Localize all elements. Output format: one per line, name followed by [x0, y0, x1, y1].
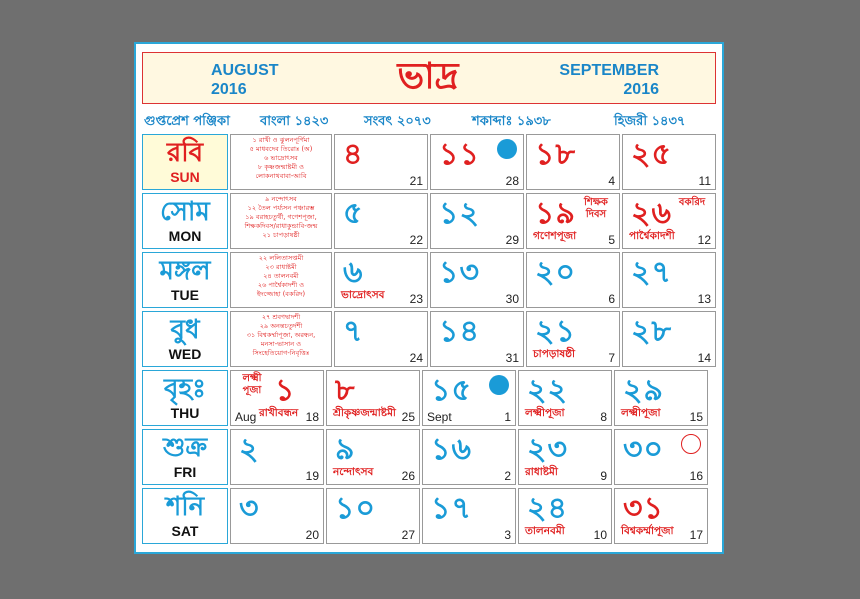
english-date: 8 — [600, 410, 607, 424]
day-name-english: WED — [168, 346, 202, 362]
english-date: 24 — [409, 351, 423, 365]
day-label-thu — [142, 370, 228, 426]
bengali-date: ১৯ — [535, 196, 576, 231]
festival-top-note: শিক্ষক দিবস — [584, 197, 608, 220]
english-date: 25 — [401, 410, 415, 424]
festival-notes — [230, 252, 332, 308]
calendar-header — [142, 52, 716, 104]
date-cell[interactable] — [230, 429, 324, 485]
bengali-date: ২৫ — [631, 137, 672, 172]
date-cell[interactable] — [230, 488, 324, 544]
week-row — [142, 429, 718, 487]
english-date: 13 — [697, 292, 711, 306]
shakabda-label: শকাব্দাঃ ১৯৩৮ — [472, 114, 551, 129]
festival-label: নন্দোৎসব — [333, 466, 374, 478]
english-date: 18 — [305, 410, 319, 424]
date-cell[interactable] — [518, 370, 612, 426]
left-month-label: AUGUST — [211, 62, 279, 79]
date-cell[interactable] — [430, 252, 524, 308]
english-date: 1 — [504, 410, 511, 424]
english-date: 4 — [608, 174, 615, 188]
festival-label: রাধাষ্টমী — [525, 466, 558, 478]
week-row — [142, 370, 718, 428]
date-cell[interactable] — [230, 370, 324, 426]
bengali-date: ৫ — [343, 196, 364, 231]
date-cell[interactable] — [430, 193, 524, 249]
festival-note-line: ১২ তৈল পর্য্যসন পঞ্চারম্ভ — [247, 204, 315, 212]
english-date: 14 — [697, 351, 711, 365]
right-month-block — [539, 61, 659, 99]
hijri-label: হিজরী ১৪৩৭ — [614, 114, 686, 129]
day-name-bengali: বৃহঃ — [164, 374, 206, 404]
english-date: 28 — [505, 174, 519, 188]
bengali-date: ৭ — [343, 314, 364, 349]
week-row — [142, 488, 718, 546]
festival-note-line: ১ রাখী ও ঝুলনপূর্ণিমা — [252, 136, 310, 144]
day-name-english: TUE — [171, 287, 199, 303]
date-cell[interactable] — [622, 193, 716, 249]
date-cell[interactable] — [334, 252, 428, 308]
festival-label: চাপড়াষষ্ঠী — [533, 348, 576, 360]
bangla-year-label: বাংলা ১৪২৩ — [260, 114, 329, 129]
full-moon-icon — [489, 375, 509, 395]
date-cell[interactable] — [526, 193, 620, 249]
festival-top-note: বকরিদ — [678, 197, 706, 208]
month-prefix: Aug — [235, 410, 257, 424]
english-date: 11 — [698, 174, 711, 188]
day-name-english: FRI — [173, 464, 197, 480]
bengali-date: ১৩ — [439, 255, 480, 290]
english-date: 2 — [504, 469, 511, 483]
festival-note-line: মনসা-ভাসান ও — [260, 340, 302, 348]
bengali-date: ২৪ — [527, 491, 568, 526]
bengali-date: ২৯ — [623, 373, 664, 408]
era-strip — [140, 110, 720, 132]
festival-notes — [230, 193, 332, 249]
english-date: 30 — [505, 292, 519, 306]
day-name-english: THU — [170, 405, 200, 421]
festival-note-line: ২১ চাপড়াষষ্ঠী — [262, 231, 300, 239]
bengali-date: ১৪ — [439, 314, 480, 349]
date-cell[interactable] — [526, 311, 620, 367]
left-year-label: 2016 — [211, 81, 247, 98]
date-cell[interactable] — [422, 370, 516, 426]
english-date: 20 — [305, 528, 319, 542]
week-row — [142, 134, 718, 192]
english-date: 29 — [505, 233, 519, 247]
festival-note-line: ৮ কৃষ্ণজন্মাষ্টমী ও — [258, 163, 304, 171]
english-date: 16 — [689, 469, 703, 483]
english-date: 31 — [505, 351, 519, 365]
day-name-bengali: সোম — [160, 197, 210, 227]
festival-note-line: ২৯ অনন্তচতুর্দশী — [259, 322, 303, 330]
date-cell[interactable] — [334, 193, 428, 249]
day-label-sun — [142, 134, 228, 190]
date-cell[interactable] — [614, 429, 708, 485]
bengali-date: ৬ — [343, 255, 364, 290]
festival-note-line: লোকনাথবাবা-আবি — [255, 172, 307, 180]
date-cell[interactable] — [326, 370, 420, 426]
english-date: 15 — [689, 410, 703, 424]
festival-label: পার্শ্বৈকাদশী — [629, 230, 675, 242]
bengali-date: ১৭ — [431, 491, 472, 526]
panjika-label: গুপ্তপ্রেশ পঞ্জিকা — [144, 114, 230, 129]
festival-label: বিশ্বকর্ম্মাপূজা — [621, 525, 674, 537]
new-moon-icon — [681, 434, 701, 454]
bengali-date: ২৩ — [527, 432, 569, 467]
day-label-tue — [142, 252, 228, 308]
bengali-date: ২৮ — [631, 314, 672, 349]
festival-note-line: ২৩ রাধাষ্টমী — [265, 263, 297, 271]
festival-label: গণেশপূজা — [533, 230, 577, 242]
date-cell[interactable] — [518, 488, 612, 544]
bengali-month-title: ভাদ্র — [397, 56, 459, 97]
date-cell[interactable] — [422, 429, 516, 485]
left-month-block — [211, 61, 279, 99]
english-date: 10 — [593, 528, 607, 542]
bengali-date: ৮ — [335, 373, 356, 408]
bengali-date: ২০ — [535, 255, 577, 290]
english-date: 9 — [600, 469, 607, 483]
week-row — [142, 193, 718, 251]
bengali-date: ১২ — [439, 196, 480, 231]
date-cell[interactable] — [622, 252, 716, 308]
festival-label: লক্ষ্মীপূজা — [525, 407, 565, 419]
date-cell[interactable] — [518, 429, 612, 485]
english-date: 3 — [504, 528, 511, 542]
calendar-grid — [142, 134, 718, 548]
festival-label: শ্রীকৃষ্ণজন্মাষ্টমী — [333, 407, 396, 419]
festival-label: লক্ষ্মীপূজা — [621, 407, 661, 419]
bengali-date: ২৭ — [631, 255, 673, 290]
date-cell[interactable] — [326, 488, 420, 544]
day-name-bengali: রবি — [166, 138, 204, 168]
bengali-date: ১৬ — [431, 432, 472, 467]
date-cell[interactable] — [526, 252, 620, 308]
day-name-english: MON — [168, 228, 202, 244]
festival-label: রাখীবন্ধন — [259, 407, 299, 419]
bengali-date: ১ — [275, 373, 296, 408]
week-row — [142, 311, 718, 369]
english-date: 6 — [608, 292, 615, 306]
day-name-english: SAT — [171, 523, 199, 539]
date-cell[interactable] — [430, 311, 524, 367]
festival-notes — [230, 311, 332, 367]
date-cell[interactable] — [422, 488, 516, 544]
date-cell[interactable] — [326, 429, 420, 485]
english-date: 23 — [409, 292, 423, 306]
bengali-date: ২ — [239, 432, 260, 467]
festival-left-note: লক্ষ্মী পূজা — [242, 373, 262, 396]
right-month-label: SEPTEMBER — [559, 62, 659, 79]
week-row — [142, 252, 718, 310]
festival-note-line: ২৬ পার্শ্বৈকাদশী ও — [257, 281, 305, 289]
right-year-label: 2016 — [623, 81, 659, 98]
day-label-fri — [142, 429, 228, 485]
day-name-bengali: শুক্র — [162, 433, 208, 463]
bengali-date: ২১ — [535, 314, 576, 349]
festival-note-line: ২৪ তালনবমী — [263, 272, 299, 280]
day-label-sat — [142, 488, 228, 544]
festival-note-line: ১৯ বরাহচতুর্থী, গণেশপূজা, — [245, 213, 317, 221]
festival-note-line: সিংহেতিয়োগ-নিবৃত্তিঃ — [252, 349, 310, 357]
day-name-english: SUN — [170, 169, 200, 185]
bengali-date: ১০ — [335, 491, 376, 526]
festival-label: ভাদ্রোৎসব — [341, 289, 385, 301]
date-cell[interactable] — [614, 488, 708, 544]
date-cell[interactable] — [622, 134, 716, 190]
festival-note-line: ২৭ শ্রবণদ্বাদশী — [261, 313, 301, 321]
bengali-date: ২২ — [527, 373, 569, 408]
bengali-date: ১১ — [439, 137, 480, 172]
festival-note-line: ৫ মাধবদেব তিরোঃ (অ) — [249, 145, 313, 153]
bengali-date: ৪ — [343, 137, 364, 172]
bengali-date: ৯ — [335, 432, 356, 467]
festival-notes — [230, 134, 332, 190]
english-date: 21 — [409, 174, 423, 188]
festival-note-line: ৯ নন্দোৎসব — [265, 195, 297, 203]
day-name-bengali: শনি — [165, 492, 205, 522]
festival-note-line: ৩১ বিশ্বকর্ম্মাপূজা, অরন্ধন, — [246, 331, 316, 339]
english-date: 22 — [409, 233, 423, 247]
bengali-date: ৩০ — [623, 432, 665, 467]
day-name-bengali: বুধ — [170, 315, 200, 345]
bengali-date: ৩ — [239, 491, 260, 526]
english-date: 7 — [608, 351, 615, 365]
day-name-bengali: মঙ্গল — [159, 256, 211, 286]
english-date: 12 — [697, 233, 711, 247]
date-cell[interactable] — [526, 134, 620, 190]
english-date: 27 — [401, 528, 415, 542]
date-cell[interactable] — [430, 134, 524, 190]
festival-note-line: ৬ ভাদ্রোৎসব — [264, 154, 298, 162]
festival-note-line: শিক্ষকদিবস/রাধাকুন্ডাবি-জন্ম — [244, 222, 318, 230]
bengali-date: ৩১ — [623, 491, 664, 526]
bengali-date: ১৮ — [535, 137, 576, 172]
festival-note-line: ইদজ্জোহা (বকরিদ) — [256, 290, 306, 298]
date-cell[interactable] — [622, 311, 716, 367]
english-date: 17 — [689, 528, 703, 542]
festival-label: তালনবমী — [525, 525, 565, 537]
day-label-mon — [142, 193, 228, 249]
calendar-sheet — [134, 42, 724, 554]
date-cell[interactable] — [334, 134, 428, 190]
english-date: 5 — [608, 233, 615, 247]
english-date: 19 — [305, 469, 319, 483]
month-prefix: Sept — [427, 410, 452, 424]
date-cell[interactable] — [614, 370, 708, 426]
samvat-label: সংবৎ ২০৭৩ — [364, 114, 431, 129]
day-label-wed — [142, 311, 228, 367]
english-date: 26 — [401, 469, 415, 483]
festival-note-line: ২২ ললিতাসপ্তমী — [258, 254, 304, 262]
full-moon-icon — [497, 139, 517, 159]
bengali-date: ২৬ — [631, 196, 673, 231]
bengali-date: ১৫ — [431, 373, 472, 408]
date-cell[interactable] — [334, 311, 428, 367]
